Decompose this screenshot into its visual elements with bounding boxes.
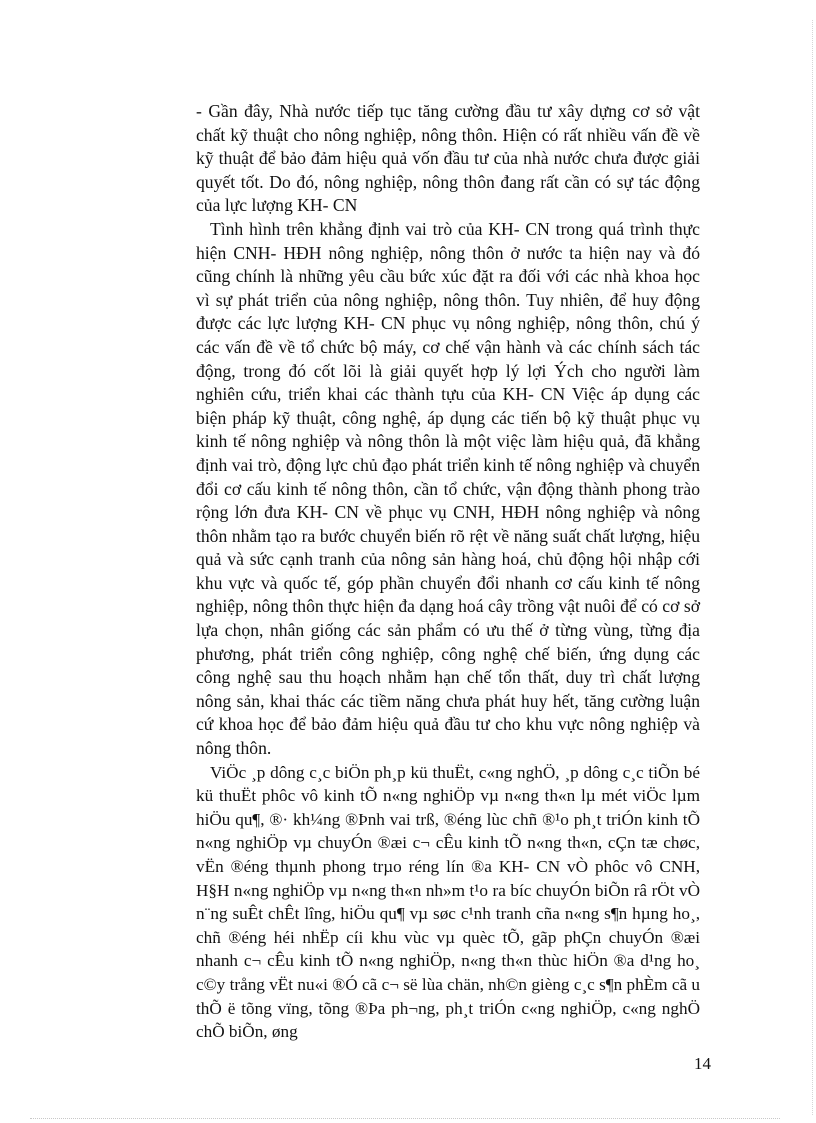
page-number: 14 xyxy=(694,1054,711,1073)
paragraph-situation: Tình hình trên khẳng định vai trò của KH- CN trong quá trình thực hiện CNH- HĐH nông nghiệp, nông thôn ở nước ta hiện nay và đó cũng chính là những yêu cầu bức xúc đặt ra đối với các nhà khoa học vì sự phát triển của nông nghiệp, nông thôn. Tuy nhiên, để huy động được các lực lượng KH- CN phục vụ nông nghiệp, nông thôn, chú ý các vấn đề về tổ chức bộ máy, cơ chế vận hành và các chính sách tác động, trong đó cốt lõi là giải quyết hợp lý lợi Ých cho người làm nghiên cứu, triển khai các thành tựu của KH- CN Việc áp dụng các biện pháp kỹ thuật, công nghệ, áp dụng các tiến bộ kỹ thuật phục vụ kinh tế nông nghiệp và nông thôn là một việc làm hiệu quả, đã khẳng định vai trò, động lực chủ đạo phát triển kinh tế nông nghiệp và chuyển đổi cơ cấu kinh tế nông thôn, cần tổ chức, vận động thành phong trào rộng lớn đưa KH- CN về phục vụ CNH, HĐH nông nghiệp và nông thôn nhằm tạo ra bước chuyển biến rõ rệt về năng suất chất lượng, hiệu quả và sức cạnh tranh của nông sản hàng hoá, chủ động hội nhập cới khu vực và quốc tế, góp phần chuyển đổi nhanh cơ cấu kinh tế nông nghiệp, nông thôn thực hiện đa dạng hoá cây trồng vật nuôi để có cơ sở lựa chọn, nhân giống các sản phẩm có ưu thế ở từng vùng, từng địa phương, phát triển công nghiệp, công nghệ chế biến, ứng dụng các công nghệ sau thu hoạch nhằm hạn chế tổn thất, duy trì chất lượng nông sản, khai thác các tiềm năng chưa phát huy hết, tăng cường luận cứ khoa học để bảo đảm hiệu quả đầu tư cho khu vực nông nghiệp và nông thôn. xyxy=(196,218,700,759)
body-text xyxy=(196,100,700,1044)
page-bottom-border xyxy=(30,1118,780,1119)
page-right-border xyxy=(812,20,813,1115)
paragraph-investment: - Gần đây, Nhà nước tiếp tục tăng cường đầu tư xây dựng cơ sở vật chất kỹ thuật cho nông nghiệp, nông thôn. Hiện có rất nhiều vấn đề về kỹ thuật để bảo đảm hiệu quả vốn đầu tư của nhà nước chưa được giải quyết tốt. Do đó, nông nghiệp, nông thôn đang rất cần có sự tác động của lực lượng KH- CN xyxy=(196,101,700,216)
paragraph-encoded-repeat: ViÖc ¸p dông c¸c biÖn ph¸p kü thuËt, c«ng nghÖ, ¸p dông c¸c tiÕn bé kü thuËt phôc vô kinh tÕ n«ng nghiÖp vµ n«ng th«n lµ mét viÖc lµm hiÖu qu¶, ®· kh¼ng ®Þnh vai trß, ®éng lùc chñ ®¹o ph¸t triÓn kinh tÕ n«ng nghiÖp vµ chuyÓn ®æi c¬ cÊu kinh tÕ n«ng th«n, cÇn tæ chøc, vËn ®éng thµnh phong trµo réng lín ®a KH- CN vÒ phôc vô CNH, H§H n«ng nghiÖp vµ n«ng th«n nh»m t¹o ra bíc chuyÓn biÕn râ rÖt vÒ n¨ng suÊt chÊt lîng, hiÖu qu¶ vµ søc c¹nh tranh cña n«ng s¶n hµng ho¸, chñ ®éng héi nhËp cíi khu vùc vµ quèc tÕ, gãp phÇn chuyÓn ®æi nhanh c¬ cÊu kinh tÕ n«ng nghiÖp, n«ng th«n thùc hiÖn ®a d¹ng ho¸ c©y trång vËt nu«i ®Ó cã c¬ së lùa chän, nh©n gièng c¸c s¶n phÈm cã u thÕ ë tõng vïng, tõng ®Þa ph¬ng, ph¸t triÓn c«ng nghiÖp, c«ng nghÖ chÕ biÕn, øng xyxy=(196,762,700,1042)
